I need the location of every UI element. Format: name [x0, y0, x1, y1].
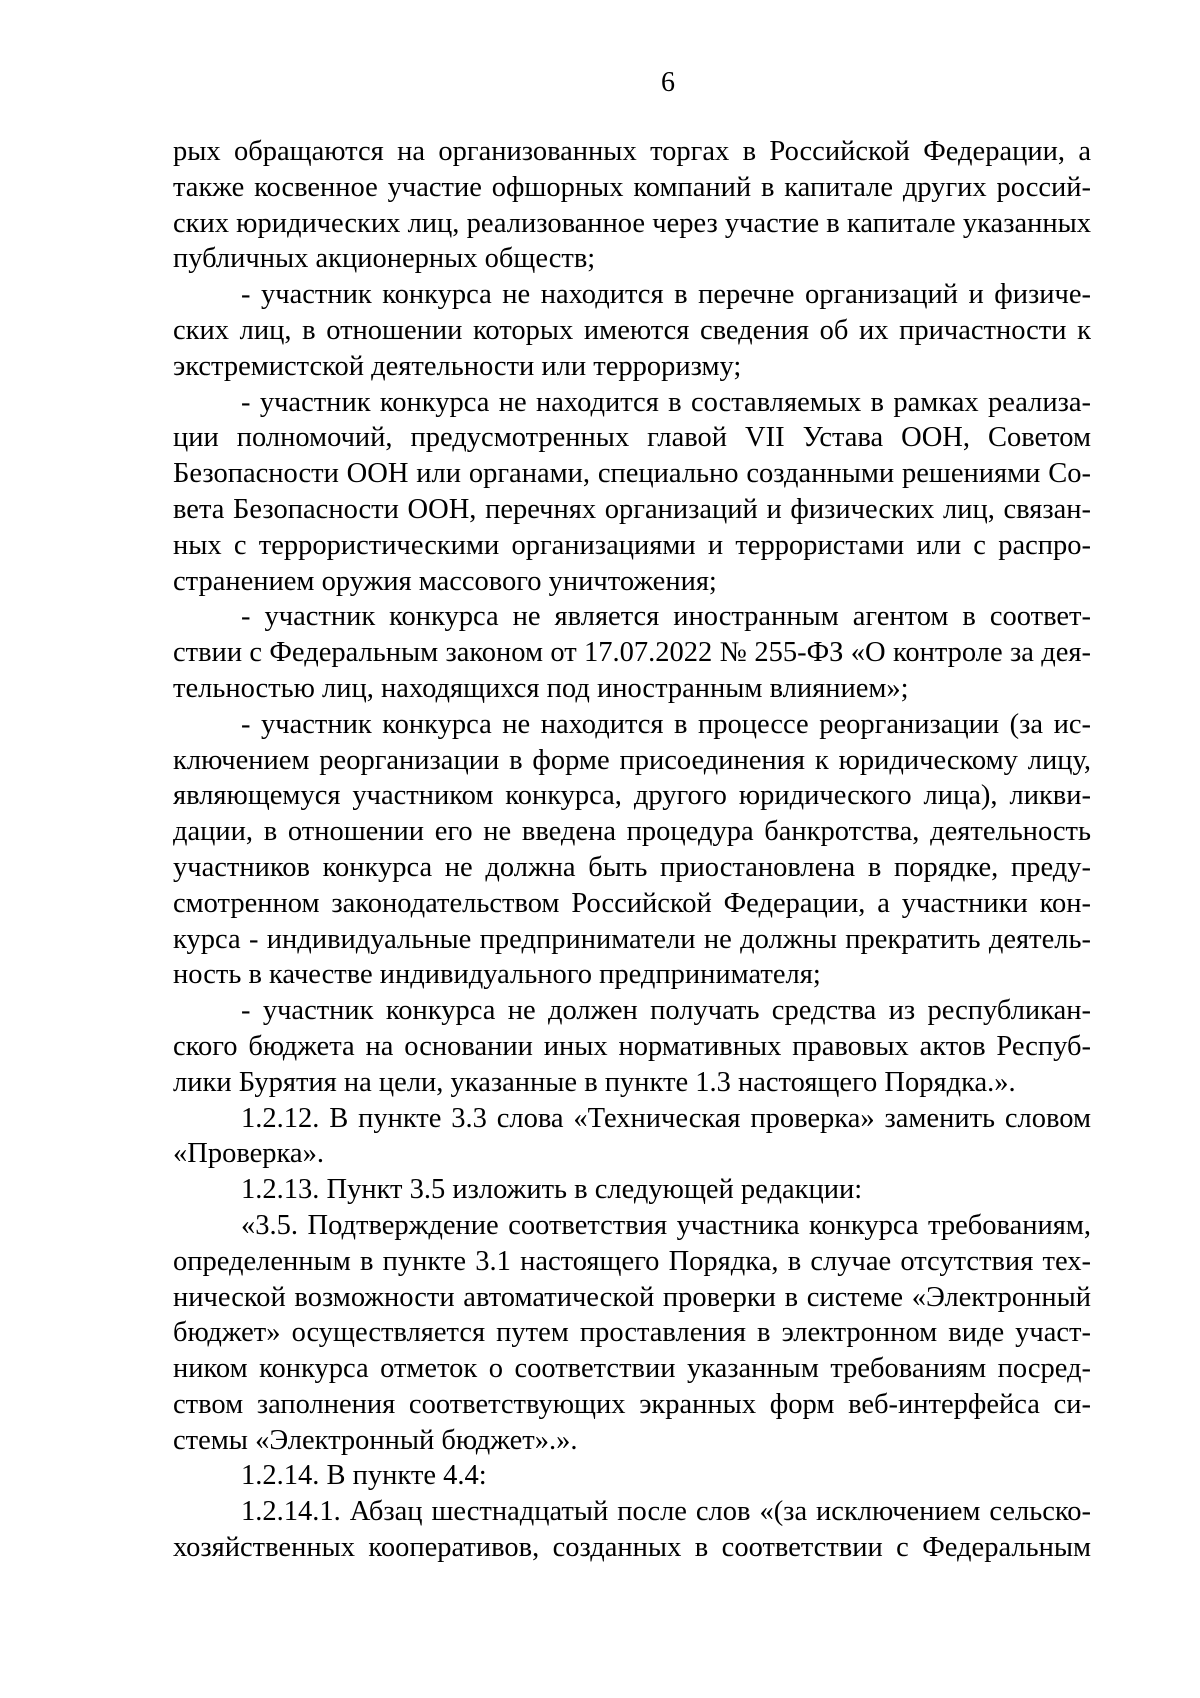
text-line: участников конкурса не должна быть приостановлена в порядке, преду-: [173, 851, 1091, 883]
text-line: 1.2.13. Пункт 3.5 изложить в следующей редакции:: [241, 1174, 863, 1206]
text-line: курса - индивидуальные предприниматели не должны прекратить деятель-: [173, 923, 1091, 955]
text-line: ских юридических лиц, реализованное через участие в капитале указанных: [173, 207, 1091, 239]
text-line: также косвенное участие офшорных компаний в капитале других россий-: [173, 171, 1091, 203]
text-line: «Проверка».: [173, 1138, 324, 1170]
text-line: нической возможности автоматической проверки в системе «Электронный: [173, 1281, 1091, 1313]
text-line: ключением реорганизации в форме присоединения к юридическому лицу,: [173, 744, 1091, 776]
text-line: хозяйственных кооперативов, созданных в соответствии с Федеральным: [173, 1532, 1091, 1564]
text-line: бюджет» осуществляется путем проставления в электронном виде участ-: [173, 1317, 1091, 1349]
text-line: - участник конкурса не является иностранным агентом в соответ-: [241, 601, 1091, 633]
text-line: - участник конкурса не находится в составляемых в рамках реализа-: [241, 386, 1091, 418]
text-line: ского бюджета на основании иных нормативных правовых актов Респуб-: [173, 1030, 1091, 1062]
text-line: странением оружия массового уничтожения;: [173, 565, 717, 597]
text-line: ством заполнения соответствующих экранных форм веб-интерфейса си-: [173, 1388, 1091, 1420]
document-body: [173, 134, 1091, 1566]
text-line: тельностью лиц, находящихся под иностранным влиянием»;: [173, 672, 909, 704]
text-line: - участник конкурса не находится в процессе реорганизации (за ис-: [241, 708, 1091, 740]
text-line: ции полномочий, предусмотренных главой VII Устава ООН, Советом: [173, 422, 1091, 454]
text-line: являющемуся участником конкурса, другого юридического лица), ликви-: [173, 780, 1091, 812]
text-line: Безопасности ООН или органами, специально созданными решениями Со-: [173, 458, 1091, 490]
text-line: публичных акционерных обществ;: [173, 243, 596, 275]
text-line: рых обращаются на организованных торгах в Российской Федерации, а: [173, 136, 1091, 167]
text-line: ствии с Федеральным законом от 17.07.2022 № 255-ФЗ «О контроле за дея-: [173, 637, 1091, 669]
text-line: ником конкурса отметок о соответствии указанным требованиям посред-: [173, 1353, 1091, 1385]
text-line: 1.2.14.1. Абзац шестнадцатый после слов «(за исключением сельско-: [241, 1496, 1091, 1528]
text-line: 1.2.12. В пункте 3.3 слова «Техническая проверка» заменить словом: [241, 1102, 1091, 1134]
text-line: - участник конкурса не должен получать средства из республикан-: [241, 995, 1091, 1027]
text-line: смотренном законодательством Российской Федерации, а участники кон-: [173, 887, 1091, 919]
text-line: стемы «Электронный бюджет».».: [173, 1424, 578, 1456]
text-line: - участник конкурса не находится в перечне организаций и физиче-: [241, 279, 1091, 311]
text-line: экстремистской деятельности или терроризму;: [173, 350, 742, 382]
text-line: ских лиц, в отношении которых имеются сведения об их причастности к: [173, 314, 1091, 346]
text-line: вета Безопасности ООН, перечнях организаций и физических лиц, связан-: [173, 493, 1091, 525]
text-line: определенным в пункте 3.1 настоящего Порядка, в случае отсутствия тех-: [173, 1245, 1091, 1277]
text-line: «3.5. Подтверждение соответствия участника конкурса требованиям,: [241, 1209, 1091, 1241]
text-line: лики Бурятия на цели, указанные в пункте 1.3 настоящего Порядка.».: [173, 1066, 1016, 1098]
page-number: 6: [661, 67, 675, 98]
text-line: 1.2.14. В пункте 4.4:: [241, 1460, 487, 1492]
text-line: ных с террористическими организациями и террористами или с распро-: [173, 529, 1091, 561]
text-line: дации, в отношении его не введена процедура банкротства, деятельность: [173, 816, 1091, 848]
text-line: ность в качестве индивидуального предпринимателя;: [173, 959, 821, 991]
